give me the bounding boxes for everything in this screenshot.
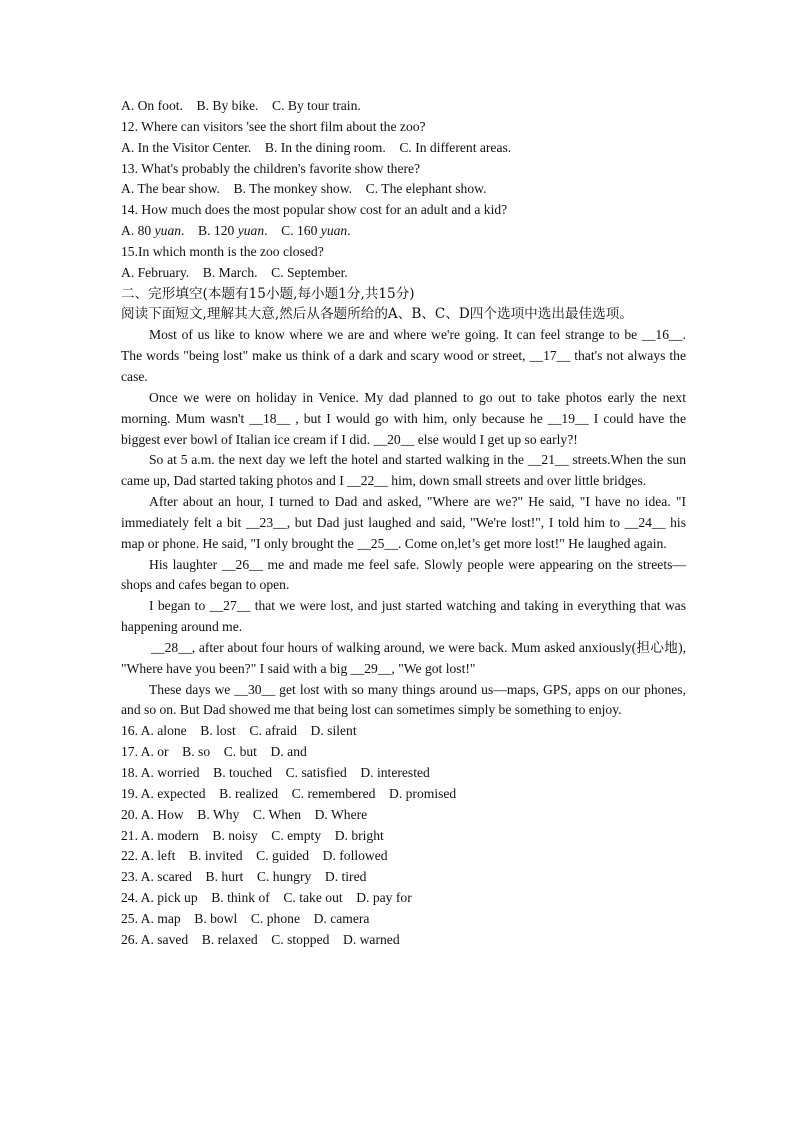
option-line: 21. A. modern B. noisy C. empty D. bright [121,827,384,843]
passage-paragraph: So at 5 a.m. the next day we left the hotel and started walking in the __21__ streets.When the sun came up, Dad started taking photos and I __22__ him, down small streets and over little bridges. [121,452,686,489]
currency-unit: yuan [320,223,348,239]
option-line: 19. A. expected B. realized C. remembered D. promised [121,785,457,801]
q13-options: A. The bear show. B. The monkey show. C. The elephant show. [121,181,487,197]
passage-paragraph: These days we __30__ get lost with so many things around us—maps, GPS, apps on our phones, and so on. But Dad showed me that being lost can sometimes simply be something to enjoy. [121,681,686,718]
passage-paragraph: __28__, after about four hours of walking around, we were back. Mum asked anxiously(担心地), "Where have you been?" I said with a big __29__, "We got lost!" [121,639,686,676]
passage-paragraph: I began to __27__ that we were lost, and just started watching and taking in everything that was happening around me. [121,598,686,635]
q14-question: 14. How much does the most popular show cost for an adult and a kid? [121,202,508,218]
listening-questions [121,96,686,284]
passage-paragraph: His laughter __26__ me and made me feel safe. Slowly people were appearing on the streets—shops and cafes began to open. [121,556,686,593]
option-line: 24. A. pick up B. think of C. take out D. pay for [121,890,412,906]
q15-question: 15.In which month is the zoo closed? [121,243,324,259]
passage-paragraph: Once we were on holiday in Venice. My dad planned to go out to take photos early the next morning. Mum wasn't __18__ , but I would go with him, only because he __19__ I could have the biggest ever bowl of Italian ice cream if I did. __20__ else would I get up so early?! [121,389,686,447]
option-line: 16. A. alone B. lost C. afraid D. silent [121,723,357,739]
option-line: 22. A. left B. invited C. guided D. followed [121,848,388,864]
option-line: 26. A. saved B. relaxed C. stopped D. warned [121,931,400,947]
q12-options: A. In the Visitor Center. B. In the dining room. C. In different areas. [121,139,512,155]
section-instruction: 阅读下面短文,理解其大意,然后从各题所给的A、B、C、D四个选项中选出最佳选项。 [121,306,633,323]
passage-paragraph: After about an hour, I turned to Dad and asked, "Where are we?" He said, "I have no idea. "I immediately felt a bit __23__, but Dad just laughed and said, "We're lost!", I told him to __24__ his map or phone. He said, "I only brought the __25__. Come on,let’s get more lost!" He laughed again. [121,494,686,551]
currency-unit: yuan [237,223,265,239]
option-line: 18. A. worried B. touched C. satisfied D. interested [121,765,430,780]
q11-options: A. On foot. B. By bike. C. By tour train. [121,98,361,113]
exam-page [121,96,686,951]
q15-options: A. February. B. March. C. September. [121,264,348,280]
q12-question: 12. Where can visitors 'see the short film about the zoo? [121,118,426,134]
passage-paragraph: Most of us like to know where we are and where we're going. It can feel strange to be __16__. The words "being lost" make us think of a dark and scary wood or street, __17__ that's not always the case. [121,327,686,384]
currency-unit: yuan [154,223,182,239]
cloze-options [121,721,686,950]
option-line: 23. A. scared B. hurt C. hungry D. tired [121,869,367,885]
q13-question: 13. What's probably the children's favorite show there? [121,160,421,176]
option-line: 20. A. How B. Why C. When D. Where [121,806,368,822]
section-heading: 二、完形填空(本题有15小题,每小题1分,共15分) [121,285,415,302]
option-line: 17. A. or B. so C. but D. and [121,744,307,760]
option-line: 25. A. map B. bowl C. phone D. camera [121,910,370,926]
q14-options: A. 80 yuan. B. 120 yuan. C. 160 yuan. [121,223,351,239]
cloze-passage [121,325,686,721]
